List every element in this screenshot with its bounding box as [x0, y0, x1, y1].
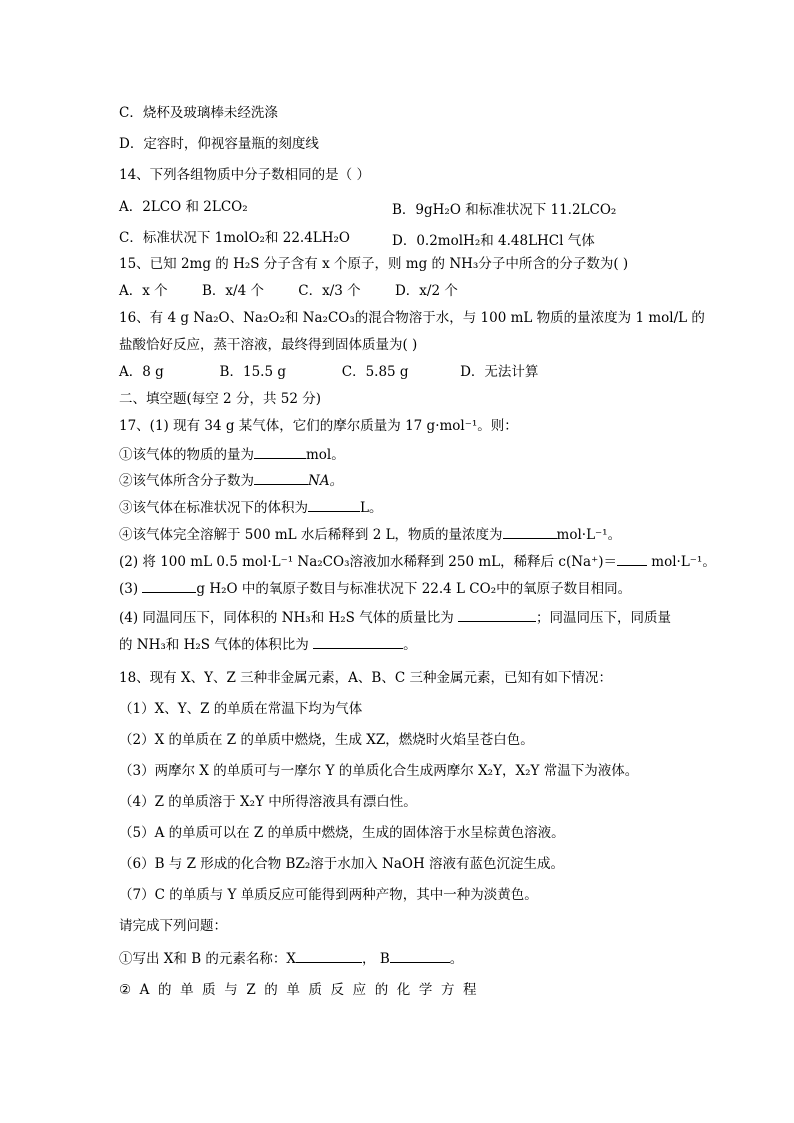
q13-option-d: D．定容时，仰视容量瓶的刻度线 — [119, 136, 319, 152]
q17-part-4-text-2: ；同温同压下，同质量 — [536, 610, 672, 626]
q17-part-2-unit: mol·L⁻¹。 — [646, 554, 716, 570]
q17-item-1-text: ①该气体的物质的量为 — [119, 447, 254, 463]
answer-blank[interactable] — [313, 634, 403, 649]
q18-condition-3: （3）两摩尔 X 的单质可与一摩尔 Y 的单质化合生成两摩尔 X₂Y，X₂Y 常温下为液体。 — [119, 763, 639, 779]
q17-part-3-text: g H₂O 中的氧原子数目与标准状况下 22.4 L CO₂中的氧原子数目相同。 — [196, 581, 632, 597]
q17-item-3-text: ③该气体在标准状况下的体积为 — [119, 500, 308, 516]
q17-part-3-label: (3) — [119, 581, 143, 597]
q18-condition-6: （6）B 与 Z 形成的化合物 BZ₂溶于水加入 NaOH 溶液有蓝色沉淀生成。 — [119, 856, 565, 872]
q17-item-2-text: ②该气体所含分子数为 — [119, 473, 254, 489]
q18-answer-2: ② A 的 单 质 与 Z 的 单 质 反 应 的 化 学 方 程 — [119, 982, 477, 998]
answer-blank[interactable] — [254, 444, 306, 459]
q18-condition-2: （2）X 的单质在 Z 的单质中燃烧，生成 XZ，燃烧时火焰呈苍白色。 — [119, 732, 534, 748]
q18-condition-1: （1）X、Y、Z 的单质在常温下均为气体 — [119, 701, 363, 717]
q16-options: A．8 g B．15.5 g C．5.85 g D．无法计算 — [119, 364, 539, 380]
q17-item-4-text: ④该气体完全溶解于 500 mL 水后稀释到 2 L，物质的量浓度为 — [119, 527, 503, 543]
q17-item-2 — [119, 470, 343, 490]
q17-item-4 — [119, 524, 621, 544]
q18-prompt: 请完成下列问题： — [119, 918, 227, 934]
answer-blank[interactable] — [617, 551, 647, 566]
q17-item-1 — [119, 444, 345, 464]
answer-blank[interactable] — [142, 578, 196, 593]
q14-option-b: B．9gH₂O 和标准状况下 11.2LCO₂ — [392, 202, 617, 218]
q17-item-3-unit: L。 — [360, 500, 383, 516]
q18-answer-1-end: 。 — [449, 951, 464, 967]
q14-option-c: C．标准状况下 1molO₂和 22.4LH₂O — [119, 230, 351, 246]
q18-answer-1-text: ①写出 X和 B 的元素名称：X — [119, 951, 297, 967]
answer-blank[interactable] — [254, 470, 308, 485]
answer-blank[interactable] — [458, 607, 536, 622]
q14-option-a: A．2LCO 和 2LCO₂ — [119, 199, 248, 215]
q17-part-3 — [119, 578, 631, 598]
q18-condition-5: （5）A 的单质可以在 Z 的单质中燃烧，生成的固体溶于水呈棕黄色溶液。 — [119, 825, 565, 841]
q18-condition-4: （4）Z 的单质溶于 X₂Y 中所得溶液具有漂白性。 — [119, 794, 417, 810]
q15-options: A．x 个 B．x/4 个 C．x/3 个 D．x/2 个 — [119, 283, 458, 299]
q18-condition-7: （7）C 的单质与 Y 单质反应可能得到两种产物，其中一种为淡黄色。 — [119, 887, 538, 903]
q17-item-3 — [119, 497, 382, 517]
q17-part-4-text: (4) 同温同压下，同体积的 NH₃和 H₂S 气体的质量比为 — [119, 610, 459, 626]
q16-stem-line1: 16、有 4 g Na₂O、Na₂O₂和 Na₂CO₃的混合物溶于水，与 100 mL 物质的量浓度为 1 mol/L 的 — [119, 310, 705, 326]
q16-stem-line2: 盐酸恰好反应，蒸干溶液，最终得到固体质量为( ) — [119, 337, 418, 353]
q17-part-2 — [119, 551, 716, 571]
q17-item-4-unit: mol·L⁻¹。 — [556, 527, 622, 543]
q17-item-1-unit: mol。 — [306, 447, 345, 463]
q17-part-4-text-3: 的 NH₃和 H₂S 气体的体积比为 — [119, 637, 314, 653]
section-heading: 二、填空题(每空 2 分，共 52 分) — [119, 391, 321, 407]
q17-part-4-line2 — [119, 634, 417, 654]
q17-item-2-unit: NA。 — [308, 473, 344, 489]
q17-part-4-line1 — [119, 607, 671, 627]
q13-option-c: C．烧杯及玻璃棒未经洗涤 — [119, 105, 278, 121]
answer-blank[interactable] — [296, 948, 362, 963]
q18-answer-1-text-2: ， B — [362, 951, 390, 967]
answer-blank[interactable] — [308, 497, 360, 512]
q18-stem: 18、现有 X、Y、Z 三种非金属元素，A、B、C 三种金属元素，已知有如下情况： — [119, 670, 612, 686]
answer-blank[interactable] — [503, 524, 557, 539]
q17-part-4-end: 。 — [403, 637, 417, 653]
q17-stem: 17、(1) 现有 34 g 某气体，它们的摩尔质量为 17 g·mol⁻¹。则： — [119, 418, 518, 434]
q17-part-2-text: (2) 将 100 mL 0.5 mol·L⁻¹ Na₂CO₃溶液加水稀释到 250 mL，稀释后 c(Na⁺)＝ — [119, 554, 617, 570]
q15-stem: 15、已知 2mg 的 H₂S 分子含有 x 个原子，则 mg 的 NH₃分子中所含的分子数为( ) — [119, 256, 629, 272]
q18-answer-1 — [119, 948, 463, 968]
answer-blank[interactable] — [390, 948, 450, 963]
q14-option-d: D．0.2molH₂和 4.48LHCl 气体 — [392, 233, 595, 249]
q14-stem: 14、下列各组物质中分子数相同的是（ ） — [119, 167, 370, 183]
